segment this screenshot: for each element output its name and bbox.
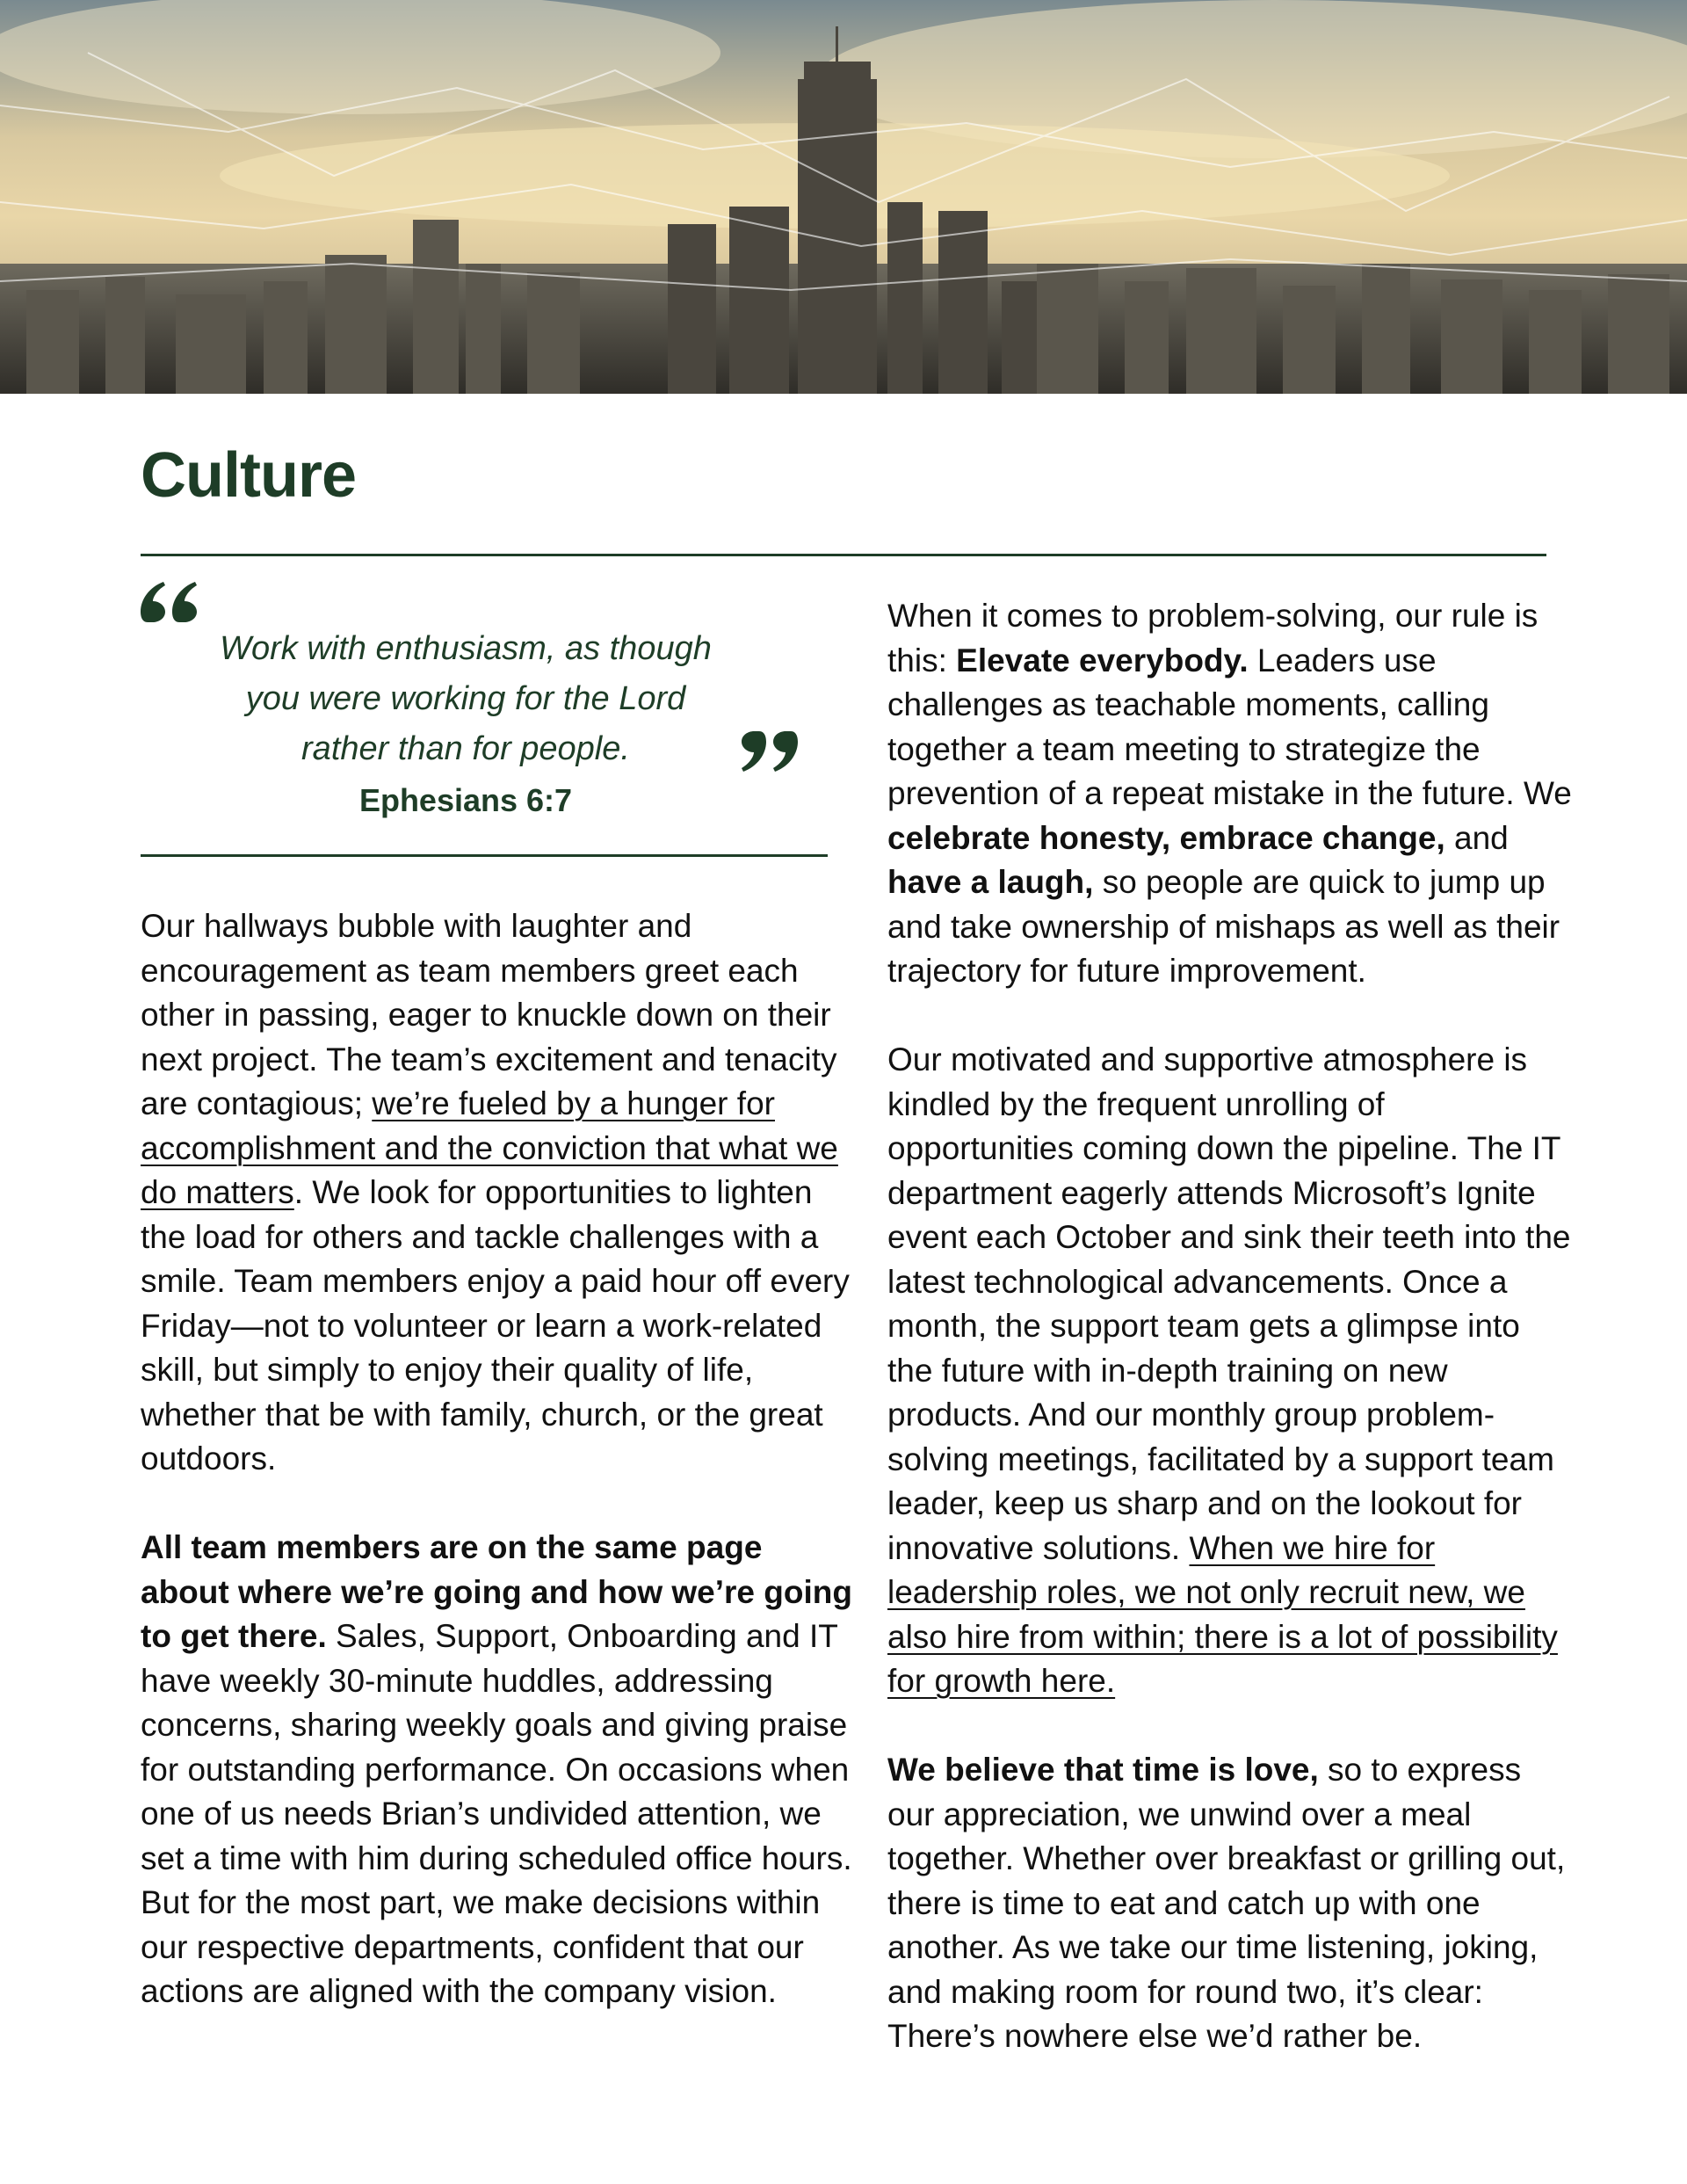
bold-text: celebrate honesty, embrace change, (887, 819, 1445, 856)
text-run: so people are quick to jump up and take ownership of mishaps as well as their trajectory for future improvement. (887, 864, 1560, 989)
bold-text: Elevate everybody. (956, 642, 1249, 678)
text-run: so to express our appreciation, we unwind over a meal together. Whether over breakfast or grilling out, there is time to eat and catch up with one another. As we take our time listening, joking, and making room for round two, it’s clear: There’s nowhere else we’d rather be. (887, 1752, 1566, 2054)
quote-citation: Ephesians 6:7 (358, 782, 573, 818)
quote-text: Work with enthusiasm, as though you were working for the Lord rather than for people. (220, 630, 712, 767)
underlined-text: we’re fueled by a hunger for accomplishment and the conviction that what we do matters (141, 1085, 838, 1210)
text-run: Our hallways bubble with laughter and encouragement as team members greet each other in passing, eager to knuckle down on their next project. The team’s excitement and tenacity are contagious; (141, 908, 837, 1121)
underlined-text: When we hire for leadership roles, we not only recruit new, we also hire from within; there is a lot of possibility for growth here. (887, 1529, 1558, 1699)
close-quote-icon (740, 729, 798, 773)
pull-quote (141, 571, 828, 861)
text-run: . We look for opportunities to lighten the load for others and tackle challenges with a smile. Team members enjoy a paid hour off every Friday—not to volunteer or learn a work-related skill, but simply to enjoy their quality of life, whether that be with family, church, or the great outdoors. (141, 1174, 850, 1477)
bold-text: have a laugh, (887, 864, 1094, 900)
text-run: Our motivated and supportive atmosphere is kindled by the frequent unrolling of opportunities coming down the pipeline. The IT department eagerly attends Microsoft’s Ignite event each October and sink their teeth into the latest technological advancements. Once a month, the support team gets a glimpse into the future with in-depth training on new products. And our monthly group problem-solving meetings, facilitated by a support team leader, keep us sharp and on the lookout for innovative solutions. (887, 1041, 1571, 1566)
skyline-illustration (0, 0, 1687, 394)
text-run: and (1444, 819, 1509, 856)
bold-text: We believe that time is love, (887, 1752, 1319, 1788)
paragraph-same-page (141, 1526, 852, 2014)
hero-skyline-image (0, 0, 1687, 394)
right-column (887, 594, 1573, 2059)
open-quote-icon (141, 580, 199, 624)
quote-divider (141, 854, 828, 857)
bold-text: All team members are on the same page about where we’re going and how we’re going to get there. (141, 1529, 852, 1654)
paragraph-hallways (141, 904, 852, 1482)
text-run: Leaders use challenges as teachable moments, calling together a team meeting to strategize the prevention of a repeat mistake in the future. We (887, 642, 1572, 811)
paragraph-atmosphere (887, 1038, 1573, 1704)
title-divider (141, 554, 1546, 556)
paragraph-problem-solving (887, 594, 1573, 994)
text-run: When it comes to problem-solving, our rule is this: (887, 598, 1539, 678)
page-title: Culture (141, 440, 356, 511)
text-run: Sales, Support, Onboarding and IT have weekly 30-minute huddles, addressing concerns, sharing weekly goals and giving praise for outstanding performance. On occasions when one of us needs Brian’s undivided attention, we set a time with him during scheduled office hours. But for the most part, we make decisions within our respective departments, confident that our actions are aligned with the company vision. (141, 1618, 852, 2009)
paragraph-time-is-love (887, 1748, 1573, 2059)
left-column (141, 904, 852, 2014)
